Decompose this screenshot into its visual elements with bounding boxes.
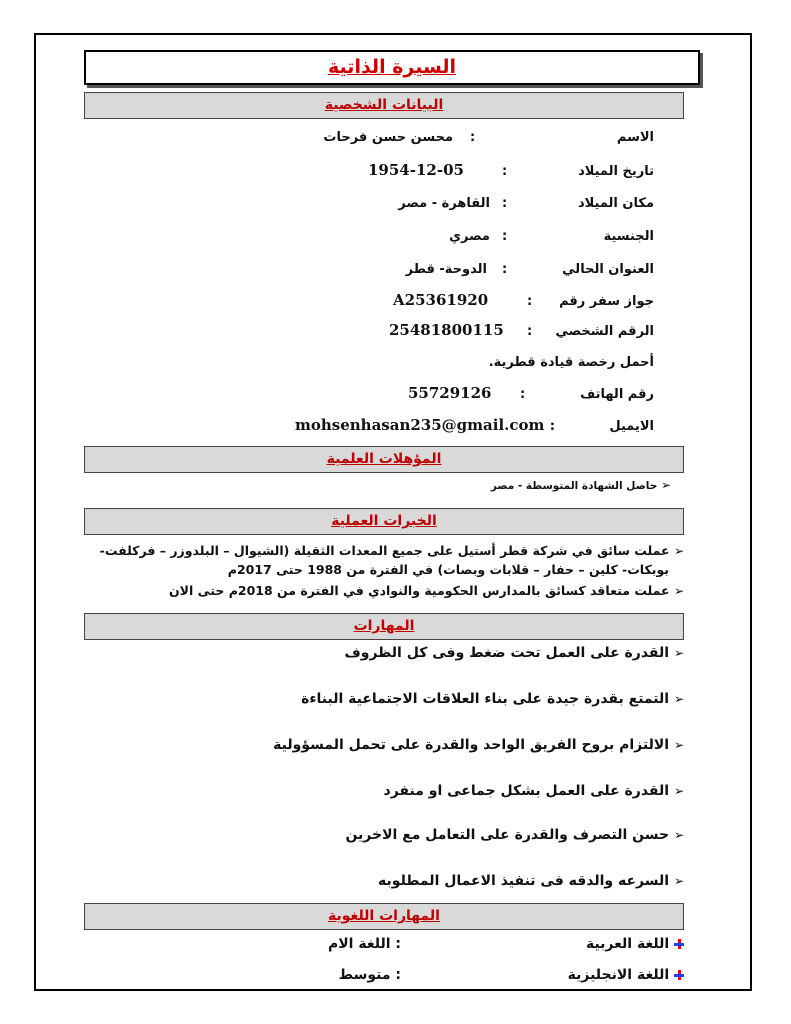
language-arabic-label: اللغة العربية — [585, 936, 670, 952]
experience-item-1 — [100, 543, 684, 558]
dob-label: تاريخ الميلاد — [578, 164, 654, 179]
education-item — [491, 478, 671, 492]
nationality-colon: : — [502, 229, 508, 244]
skill-text: السرعه والدقه فى تنفيذ الاعمال المطلوبه — [378, 873, 670, 889]
language-arabic-level: : اللغة الام — [328, 936, 401, 952]
section-languages — [84, 903, 684, 930]
arrow-bullet-icon: ➢ — [673, 874, 684, 888]
section-education-title: المؤهلات العلمية — [326, 451, 442, 467]
address-value: الدوحة- قطر — [405, 262, 487, 277]
arrow-bullet-icon: ➢ — [660, 478, 671, 492]
skill-item — [301, 691, 684, 707]
phone-value: 55729126 — [408, 384, 492, 402]
section-personal — [84, 92, 684, 119]
passport-label: جواز سفر رقم — [559, 294, 654, 309]
skill-item — [273, 737, 684, 753]
pob-label: مكان الميلاد — [577, 196, 654, 211]
language-english-label: اللغة الانجليزية — [567, 967, 670, 983]
experience-item-1-line-1: عملت سائق في شركة قطر أستيل على جميع المعدات الثقيلة (الشيوال – البلدوزر – فركلفت- — [99, 543, 670, 558]
id-colon: : — [527, 324, 533, 339]
nationality-label: الجنسية — [603, 229, 654, 244]
section-skills-title: المهارات — [353, 618, 415, 634]
section-education — [84, 446, 684, 473]
arrow-bullet-icon: ➢ — [673, 784, 684, 798]
phone-label: رقم الهاتف — [580, 387, 654, 402]
page-title: السيرة الذاتية — [328, 56, 456, 78]
name-value: محسن حسن فرحات — [323, 130, 453, 145]
experience-item-2 — [169, 583, 684, 598]
experience-item-2-text: عملت متعاقد كسائق بالمدارس الحكومية والنوادي في الفترة من 2018م حتى الان — [169, 583, 670, 598]
passport-colon: : — [527, 294, 533, 309]
id-value: 25481800115 — [389, 321, 504, 339]
skill-item — [384, 783, 684, 799]
arrow-bullet-icon: ➢ — [673, 828, 684, 842]
language-english — [568, 967, 684, 983]
dob-value: 1954-12-05 — [368, 161, 464, 179]
skill-text: حسن التصرف والقدرة على التعامل مع الاخرين — [345, 827, 670, 843]
pob-value: القاهرة - مصر — [398, 196, 490, 211]
pob-colon: : — [502, 196, 508, 211]
arrow-bullet-icon: ➢ — [673, 646, 684, 660]
arrow-bullet-icon: ➢ — [673, 544, 684, 558]
phone-colon: : — [520, 387, 526, 402]
arrow-bullet-icon: ➢ — [673, 584, 684, 598]
experience-item-1-line-2: بوبكات- كلين – حفار – قلابات وبصات) في الفترة من 1988 حتى 2017م — [227, 562, 669, 577]
section-languages-title: المهارات اللغوية — [328, 908, 440, 924]
skill-item — [344, 645, 684, 661]
name-label: الاسم — [616, 130, 654, 145]
flag-bullet-icon — [674, 939, 684, 949]
language-arabic — [586, 936, 684, 952]
flag-bullet-icon — [674, 970, 684, 980]
title-box — [84, 50, 700, 85]
email-value: mohsenhasan235@gmail.com : — [295, 416, 556, 434]
skill-text: القدرة على العمل بشكل جماعى او منفرد — [383, 783, 670, 799]
section-experience-title: الخبرات العملية — [331, 513, 437, 529]
skill-text: القدرة على العمل تحت ضغط وفى كل الظروف — [344, 645, 670, 661]
dob-colon: : — [502, 164, 508, 179]
skill-text: التمتع بقدرة جيدة على بناء العلاقات الاجتماعية البناءة — [301, 691, 670, 707]
section-personal-title: البيانات الشخصية — [324, 97, 444, 113]
nationality-value: مصري — [449, 229, 490, 244]
arrow-bullet-icon: ➢ — [673, 692, 684, 706]
id-label: الرقم الشخصي — [555, 324, 654, 339]
email-label: الايميل — [609, 419, 654, 434]
education-item-text: حاصل الشهادة المتوسطة - مصر — [490, 480, 658, 492]
arrow-bullet-icon: ➢ — [673, 738, 684, 752]
address-colon: : — [502, 262, 508, 277]
skill-item — [345, 827, 684, 843]
passport-value: A25361920 — [393, 291, 489, 309]
name-colon: : — [470, 130, 476, 145]
skill-text: الالتزام بروح الفريق الواحد والقدرة على تحمل المسؤولية — [273, 737, 670, 753]
skill-item — [378, 873, 684, 889]
language-english-level: : متوسط — [338, 967, 401, 983]
section-skills — [84, 613, 684, 640]
address-label: العنوان الحالي — [562, 262, 654, 277]
license-text: أحمل رخصة قيادة قطرية. — [488, 355, 654, 370]
section-experience — [84, 508, 684, 535]
